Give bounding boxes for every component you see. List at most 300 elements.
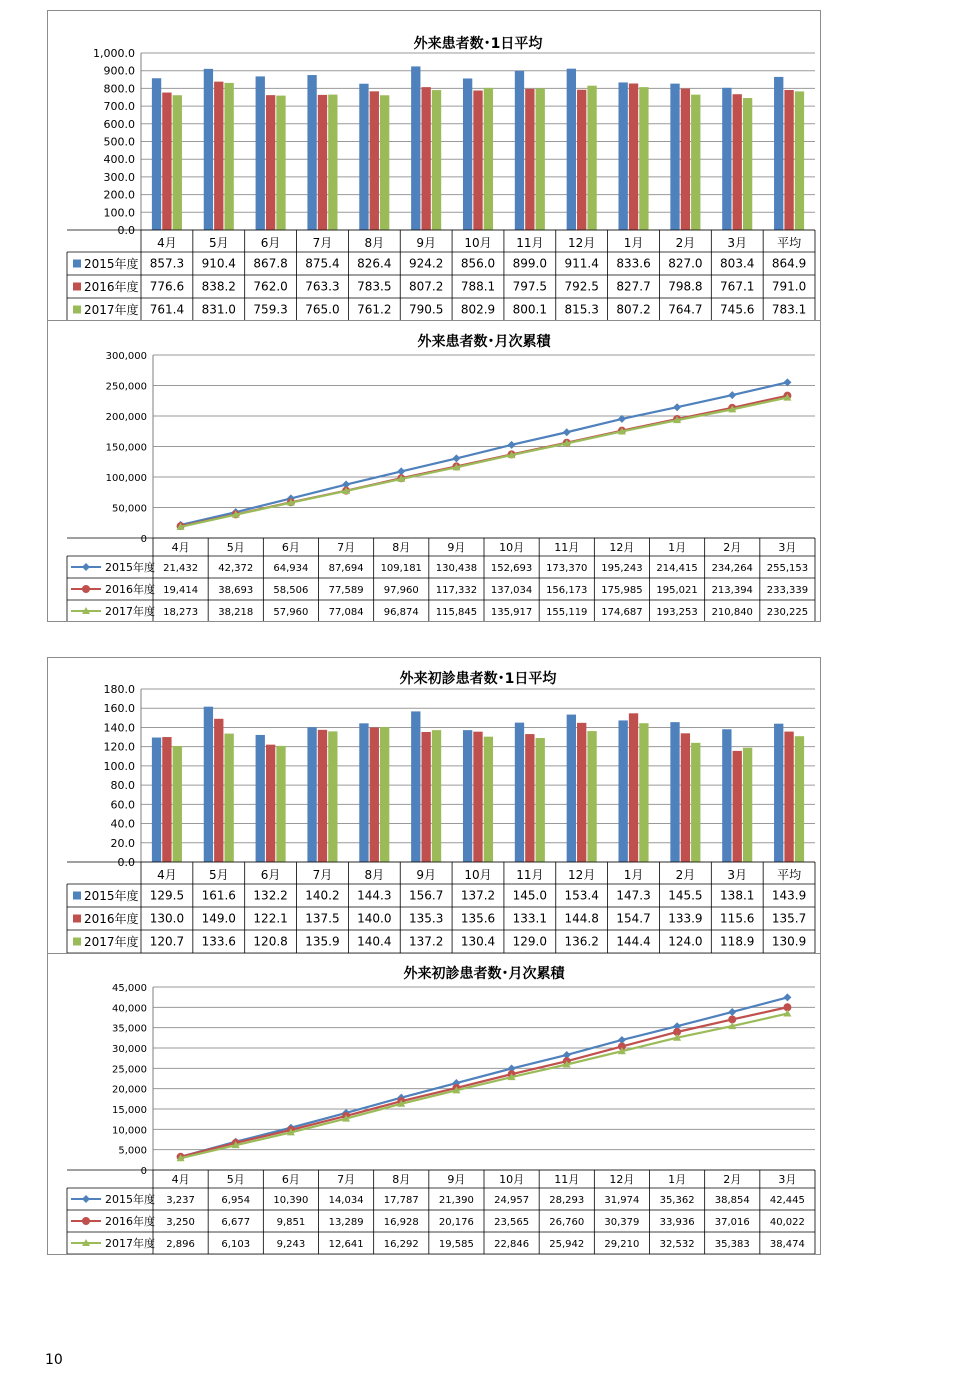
category-label: 11月 xyxy=(516,868,544,882)
category-label: 10月 xyxy=(499,541,525,554)
bar xyxy=(307,75,316,230)
bar xyxy=(722,729,731,862)
data-value-label: 875.4 xyxy=(305,256,340,271)
data-value-label: 20,176 xyxy=(438,1217,474,1228)
y-tick-label: 1,000.0 xyxy=(93,47,135,60)
data-value-label: 765.0 xyxy=(305,302,340,317)
y-tick-label: 300.0 xyxy=(103,170,135,184)
bar xyxy=(463,730,472,862)
category-label: 12月 xyxy=(609,1173,635,1186)
line-chart-outpatients-monthly-cumulative xyxy=(48,321,820,621)
bar xyxy=(784,732,793,862)
data-value-label: 9,851 xyxy=(276,1217,306,1228)
bar xyxy=(173,746,182,862)
y-tick-label: 0 xyxy=(140,534,147,545)
data-point xyxy=(783,993,791,1001)
line-chart-new-outpatients-monthly-cumulative xyxy=(48,954,820,1254)
bar xyxy=(411,711,420,862)
bar xyxy=(266,745,275,862)
data-value-label: 57,960 xyxy=(273,607,309,618)
data-value-label: 153.4 xyxy=(564,888,599,903)
bar xyxy=(536,738,545,862)
bar xyxy=(359,723,368,862)
data-value-label: 924.2 xyxy=(408,256,444,271)
data-value-label: 797.5 xyxy=(512,279,548,294)
data-value-label: 234,264 xyxy=(711,563,753,574)
bar xyxy=(681,89,690,230)
data-value-label: 135,917 xyxy=(490,607,533,618)
data-value-label: 87,694 xyxy=(328,563,364,574)
data-value-label: 13,289 xyxy=(328,1217,364,1228)
data-value-label: 857.3 xyxy=(149,256,185,271)
data-value-label: 18,273 xyxy=(163,607,199,618)
category-label: 1月 xyxy=(668,541,687,554)
y-tick-label: 35,000 xyxy=(112,1023,147,1035)
category-label: 3月 xyxy=(727,868,748,882)
data-value-label: 145.5 xyxy=(668,888,703,903)
category-label: 11月 xyxy=(554,541,580,554)
data-value-label: 22,846 xyxy=(494,1239,530,1250)
data-point xyxy=(563,428,571,436)
chart-panel-new-outpatients-monthly-cumulative xyxy=(47,953,821,1255)
data-value-label: 129.0 xyxy=(512,934,548,949)
category-label: 9月 xyxy=(416,236,436,250)
data-value-label: 6,103 xyxy=(221,1239,251,1250)
data-value-label: 9,243 xyxy=(276,1239,306,1250)
bar xyxy=(733,94,742,230)
y-tick-label: 200,000 xyxy=(105,412,147,423)
category-label: 8月 xyxy=(364,868,385,882)
legend-marker xyxy=(82,585,90,593)
category-label: 10月 xyxy=(464,868,492,882)
data-value-label: 140.4 xyxy=(357,934,392,949)
data-value-label: 26,760 xyxy=(549,1217,585,1228)
legend-label: 2016年度 xyxy=(105,1215,155,1228)
bar xyxy=(515,71,524,230)
series-line xyxy=(181,997,788,1156)
bar xyxy=(276,746,285,862)
series-line xyxy=(181,1014,788,1159)
y-tick-label: 400.0 xyxy=(103,153,135,167)
chart-panel-new-outpatients-daily-average xyxy=(47,657,821,954)
data-value-label: 19,585 xyxy=(438,1239,474,1250)
data-value-label: 761.2 xyxy=(357,302,392,317)
category-label: 10月 xyxy=(464,236,492,250)
data-value-label: 838.2 xyxy=(201,279,236,294)
y-tick-label: 60.0 xyxy=(110,798,135,812)
data-value-label: 17,787 xyxy=(383,1195,419,1206)
data-value-label: 130.4 xyxy=(460,934,496,949)
y-tick-label: 160.0 xyxy=(103,702,135,716)
data-point xyxy=(728,391,736,399)
data-point xyxy=(452,454,460,462)
bar xyxy=(619,720,628,862)
legend-label: 2016年度 xyxy=(84,912,139,926)
data-value-label: 193,253 xyxy=(656,607,698,618)
y-tick-label: 250,000 xyxy=(105,381,147,393)
bar xyxy=(795,736,804,862)
bar xyxy=(463,78,472,230)
data-value-label: 144.3 xyxy=(357,888,392,903)
bar xyxy=(484,88,493,230)
data-value-label: 156.7 xyxy=(408,888,444,903)
category-label: 平均 xyxy=(777,236,802,250)
data-point xyxy=(397,467,405,475)
bar xyxy=(204,69,213,230)
y-tick-label: 30,000 xyxy=(112,1044,147,1055)
data-value-label: 122.1 xyxy=(253,911,288,926)
bar xyxy=(619,82,628,230)
data-value-label: 29,210 xyxy=(604,1239,640,1250)
legend-swatch xyxy=(73,915,81,923)
bar xyxy=(691,95,700,230)
y-tick-label: 80.0 xyxy=(110,779,135,793)
data-value-label: 42,372 xyxy=(218,563,254,574)
y-tick-label: 100.0 xyxy=(103,206,135,220)
category-label: 4月 xyxy=(171,541,190,554)
category-label: 9月 xyxy=(447,541,466,554)
data-value-label: 230,225 xyxy=(766,607,809,618)
data-value-label: 115,845 xyxy=(435,607,478,618)
legend-label: 2017年度 xyxy=(105,1237,155,1250)
data-value-label: 154.7 xyxy=(616,911,651,926)
data-value-label: 762.0 xyxy=(253,279,288,294)
data-value-label: 133.1 xyxy=(512,911,548,926)
data-value-label: 38,474 xyxy=(769,1239,805,1250)
bar xyxy=(266,95,275,230)
data-value-label: 25,942 xyxy=(549,1239,585,1250)
data-value-label: 135.3 xyxy=(408,911,444,926)
bar xyxy=(162,737,171,862)
category-label: 2月 xyxy=(675,868,696,882)
bar xyxy=(795,91,804,230)
data-value-label: 32,532 xyxy=(659,1239,695,1250)
data-value-label: 64,934 xyxy=(273,563,309,574)
data-value-label: 115.6 xyxy=(720,911,755,926)
data-value-label: 10,390 xyxy=(273,1195,309,1206)
data-point xyxy=(728,1008,736,1016)
data-value-label: 790.5 xyxy=(408,302,444,317)
legend-marker xyxy=(82,563,90,571)
data-value-label: 856.0 xyxy=(460,256,496,271)
data-value-label: 77,084 xyxy=(328,607,364,618)
category-label: 1月 xyxy=(623,236,644,250)
data-value-label: 144.4 xyxy=(616,934,651,949)
bar xyxy=(380,95,389,230)
data-value-label: 911.4 xyxy=(564,256,599,271)
data-value-label: 140.2 xyxy=(305,888,340,903)
bar xyxy=(743,98,752,230)
data-value-label: 19,414 xyxy=(163,585,199,596)
bar xyxy=(473,91,482,230)
bar xyxy=(173,95,182,230)
y-tick-label: 180.0 xyxy=(103,683,135,696)
data-value-label: 802.9 xyxy=(460,302,496,317)
y-tick-label: 800.0 xyxy=(103,82,135,96)
bar xyxy=(722,88,731,230)
category-label: 5月 xyxy=(226,541,245,554)
data-value-label: 16,292 xyxy=(383,1239,419,1250)
chart-title: 外来患者数･月次累積 xyxy=(417,334,551,350)
bar xyxy=(774,77,783,230)
data-value-label: 120.8 xyxy=(253,934,288,949)
category-label: 12月 xyxy=(568,868,596,882)
legend-swatch xyxy=(73,892,81,900)
bar xyxy=(421,732,430,862)
category-label: 6月 xyxy=(260,236,281,250)
data-value-label: 147.3 xyxy=(616,888,651,903)
data-value-label: 130.9 xyxy=(771,934,807,949)
category-label: 2月 xyxy=(675,236,696,250)
y-tick-label: 40,000 xyxy=(112,1003,147,1015)
bar xyxy=(214,82,223,230)
data-value-label: 135.7 xyxy=(771,911,807,926)
legend-label: 2017年度 xyxy=(84,303,139,317)
data-value-label: 783.1 xyxy=(771,302,807,317)
data-value-label: 35,383 xyxy=(714,1239,750,1250)
y-tick-label: 0 xyxy=(140,1166,147,1177)
category-label: 7月 xyxy=(337,1173,356,1186)
bar xyxy=(307,727,316,862)
legend-swatch xyxy=(73,938,81,946)
legend-label: 2017年度 xyxy=(105,605,155,618)
bar xyxy=(473,732,482,862)
y-tick-label: 500.0 xyxy=(103,135,135,149)
y-tick-label: 300,000 xyxy=(105,351,147,362)
data-value-label: 136.2 xyxy=(564,934,599,949)
y-tick-label: 100.0 xyxy=(103,759,135,773)
bar xyxy=(204,707,213,862)
data-value-label: 173,370 xyxy=(546,563,588,574)
category-label: 6月 xyxy=(281,1173,300,1186)
data-value-label: 156,173 xyxy=(546,585,588,596)
bar xyxy=(587,86,596,230)
y-tick-label: 140.0 xyxy=(103,721,135,735)
data-point xyxy=(673,403,681,411)
data-value-label: 97,960 xyxy=(383,585,419,596)
data-value-label: 759.3 xyxy=(253,302,288,317)
bar xyxy=(525,89,534,230)
data-value-label: 6,954 xyxy=(221,1195,251,1206)
data-value-label: 864.9 xyxy=(771,256,807,271)
bar xyxy=(411,66,420,230)
category-label: 3月 xyxy=(727,236,748,250)
data-value-label: 826.4 xyxy=(357,256,392,271)
data-value-label: 24,957 xyxy=(494,1195,530,1206)
bar xyxy=(629,713,638,862)
bar xyxy=(639,87,648,230)
bar xyxy=(359,84,368,230)
y-tick-label: 700.0 xyxy=(103,100,135,114)
bar xyxy=(484,737,493,862)
y-tick-label: 600.0 xyxy=(103,117,135,131)
bar xyxy=(318,95,327,230)
data-value-label: 745.6 xyxy=(720,302,755,317)
data-value-label: 143.9 xyxy=(771,888,807,903)
data-value-label: 42,445 xyxy=(769,1195,805,1206)
data-value-label: 195,243 xyxy=(601,563,643,574)
y-tick-label: 40.0 xyxy=(110,817,135,831)
category-label: 2月 xyxy=(723,1173,742,1186)
y-tick-label: 5,000 xyxy=(118,1145,147,1157)
data-value-label: 135.9 xyxy=(305,934,340,949)
chart-title: 外来患者数･1日平均 xyxy=(413,36,543,52)
legend-label: 2015年度 xyxy=(105,561,155,574)
category-label: 12月 xyxy=(568,236,596,250)
data-value-label: 2,896 xyxy=(166,1239,195,1250)
category-label: 2月 xyxy=(723,541,742,554)
legend-marker xyxy=(82,1217,90,1225)
legend-swatch xyxy=(73,306,81,314)
category-label: 7月 xyxy=(312,236,333,250)
category-label: 11月 xyxy=(554,1173,580,1186)
data-value-label: 21,390 xyxy=(438,1195,474,1206)
bar-chart-outpatients-daily-average xyxy=(48,11,820,320)
bar xyxy=(567,715,576,862)
data-value-label: 783.5 xyxy=(357,279,392,294)
data-value-label: 30,379 xyxy=(604,1217,640,1228)
category-label: 4月 xyxy=(157,236,177,250)
data-value-label: 137,034 xyxy=(490,585,533,596)
y-tick-label: 50,000 xyxy=(112,503,147,515)
category-label: 4月 xyxy=(171,1173,190,1186)
chart-panel-outpatients-daily-average xyxy=(47,10,821,321)
category-label: 6月 xyxy=(281,541,300,554)
legend-label: 2015年度 xyxy=(84,257,139,271)
bar xyxy=(774,724,783,862)
data-value-label: 815.3 xyxy=(564,302,599,317)
bar xyxy=(276,96,285,230)
bar xyxy=(370,727,379,862)
category-label: 8月 xyxy=(392,541,411,554)
bar xyxy=(152,78,161,230)
bar xyxy=(587,731,596,862)
data-value-label: 214,415 xyxy=(656,563,698,574)
bar xyxy=(328,95,337,230)
category-label: 9月 xyxy=(447,1173,466,1186)
category-label: 1月 xyxy=(623,868,644,882)
data-value-label: 3,250 xyxy=(166,1217,195,1228)
category-label: 7月 xyxy=(337,541,356,554)
data-value-label: 174,687 xyxy=(601,607,643,618)
data-value-label: 6,677 xyxy=(221,1217,251,1228)
data-value-label: 135.6 xyxy=(460,911,496,926)
data-value-label: 807.2 xyxy=(616,302,651,317)
data-value-label: 33,936 xyxy=(659,1217,695,1228)
legend-label: 2016年度 xyxy=(105,583,155,596)
data-value-label: 31,974 xyxy=(604,1195,640,1206)
bar xyxy=(152,738,161,862)
bar xyxy=(256,735,265,862)
bar xyxy=(318,730,327,862)
y-tick-label: 900.0 xyxy=(103,64,135,78)
category-label: 5月 xyxy=(208,236,229,250)
data-value-label: 175,985 xyxy=(601,585,643,596)
data-value-label: 798.8 xyxy=(668,279,703,294)
category-label: 6月 xyxy=(260,868,281,882)
bar xyxy=(784,90,793,230)
data-value-label: 117,332 xyxy=(435,585,478,596)
chart-panel-outpatients-monthly-cumulative xyxy=(47,320,821,622)
data-value-label: 137.5 xyxy=(305,911,340,926)
bar xyxy=(432,730,441,862)
data-value-label: 129.5 xyxy=(149,888,185,903)
category-label: 平均 xyxy=(777,868,802,882)
legend-swatch xyxy=(73,283,81,291)
data-value-label: 124.0 xyxy=(668,934,703,949)
y-tick-label: 10,000 xyxy=(112,1125,147,1137)
data-value-label: 3,237 xyxy=(166,1195,195,1206)
y-tick-label: 45,000 xyxy=(112,983,147,994)
bar xyxy=(733,751,742,862)
data-value-label: 210,840 xyxy=(711,607,753,618)
data-value-label: 827.0 xyxy=(668,256,703,271)
data-point xyxy=(783,1010,791,1017)
bar xyxy=(515,723,524,862)
data-value-label: 776.6 xyxy=(149,279,185,294)
data-value-label: 255,153 xyxy=(766,563,809,574)
data-value-label: 213,394 xyxy=(711,585,753,596)
data-value-label: 133.6 xyxy=(201,934,236,949)
legend-swatch xyxy=(73,260,81,268)
data-value-label: 833.6 xyxy=(616,256,651,271)
data-value-label: 788.1 xyxy=(460,279,496,294)
data-value-label: 132.2 xyxy=(253,888,288,903)
data-value-label: 792.5 xyxy=(564,279,599,294)
data-value-label: 120.7 xyxy=(149,934,185,949)
bar xyxy=(670,722,679,862)
bar xyxy=(629,83,638,230)
data-value-label: 791.0 xyxy=(771,279,807,294)
data-value-label: 137.2 xyxy=(408,934,444,949)
data-value-label: 867.8 xyxy=(253,256,288,271)
data-value-label: 144.8 xyxy=(564,911,599,926)
bar xyxy=(577,723,586,862)
data-value-label: 16,928 xyxy=(383,1217,419,1228)
data-value-label: 109,181 xyxy=(380,563,422,574)
series-line xyxy=(181,382,788,525)
data-value-label: 910.4 xyxy=(201,256,236,271)
data-value-label: 28,293 xyxy=(549,1195,585,1206)
y-tick-label: 100,000 xyxy=(105,473,147,484)
data-value-label: 807.2 xyxy=(408,279,444,294)
category-label: 9月 xyxy=(416,868,436,882)
data-value-label: 23,565 xyxy=(494,1217,530,1228)
y-tick-label: 20.0 xyxy=(110,836,135,850)
series-line xyxy=(181,1007,788,1157)
legend-label: 2017年度 xyxy=(84,935,139,949)
bar xyxy=(743,748,752,862)
y-tick-label: 20,000 xyxy=(112,1084,147,1096)
data-value-label: 137.2 xyxy=(460,888,496,903)
y-tick-label: 0.0 xyxy=(117,224,135,237)
category-label: 3月 xyxy=(778,541,797,554)
data-value-label: 764.7 xyxy=(668,302,703,317)
data-value-label: 195,021 xyxy=(656,585,698,596)
data-value-label: 138.1 xyxy=(720,888,755,903)
data-value-label: 233,339 xyxy=(766,585,809,596)
bar xyxy=(256,76,265,230)
data-point xyxy=(508,441,516,449)
data-value-label: 77,589 xyxy=(328,585,364,596)
category-label: 5月 xyxy=(226,1173,245,1186)
data-value-label: 827.7 xyxy=(616,279,651,294)
data-value-label: 38,693 xyxy=(218,585,254,596)
category-label: 7月 xyxy=(312,868,333,882)
category-label: 8月 xyxy=(364,236,385,250)
category-label: 3月 xyxy=(778,1173,797,1186)
y-tick-label: 25,000 xyxy=(112,1064,147,1076)
